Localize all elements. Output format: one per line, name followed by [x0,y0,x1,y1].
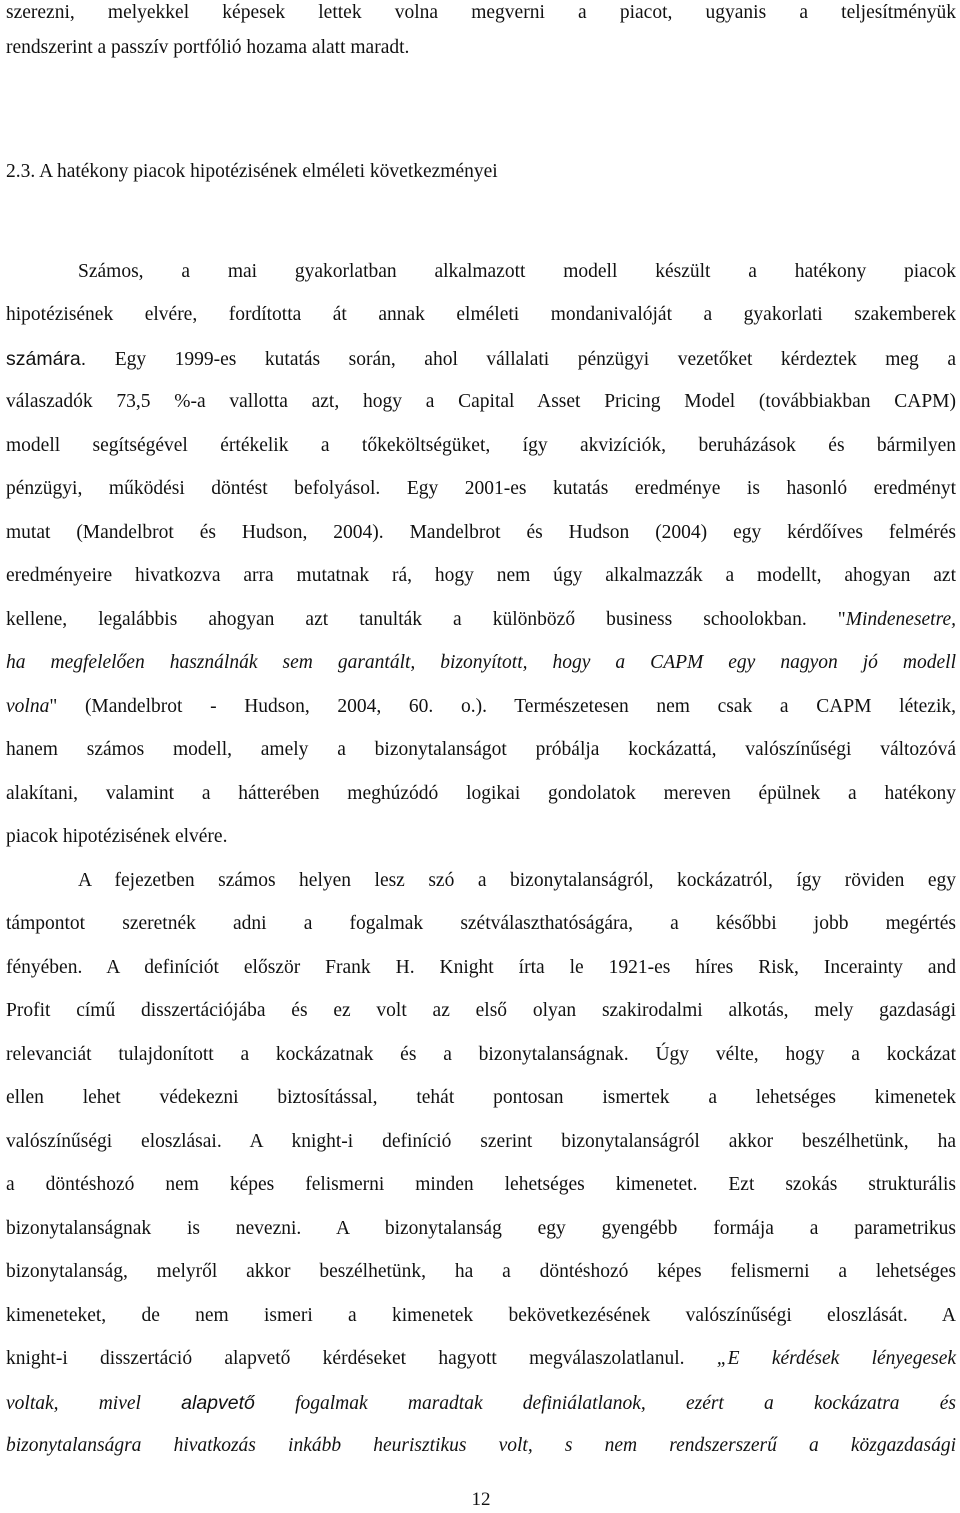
text-line: Számos, a mai gyakorlatban alkalmazott modell készült a hatékony piacok [78,261,956,282]
text-line: pénzügyi, működési döntést befolyásol. Egy 2001-es kutatás eredménye is hasonló eredményt [6,478,956,499]
text-line [6,607,956,633]
quote-text: bizonytalanságra hivatkozás inkább heurisztikus volt, s nem rendszerszerű a közgazdasági [6,1435,956,1456]
text-line [6,694,956,720]
text-line: piacok hipotézisének elvére. [6,826,228,847]
text-line: mutat (Mandelbrot és Hudson, 2004). Mandelbrot és Hudson (2004) egy kérdőíves felmérés [6,522,956,543]
text-line: ellen lehet védekezni biztosítással, tehát pontosan ismertek a lehetséges kimenetek [6,1087,956,1108]
text-span: kellene, legalábbis ahogyan azt tanulták a különböző business schoolokban. " [6,609,846,630]
quote-text: fogalmak maradtak definiálatlanok, ezért a kockázatra és [254,1393,957,1414]
text-line: bizonytalanságnak is nevezni. A bizonytalanság egy gyengébb formája a parametrikus [6,1218,956,1239]
text-line: támpontot szeretnék adni a fogalmak szétválaszthatóságára, a későbbi jobb megértés [6,913,956,934]
section-title: A hatékony piacok hipotézisének elméleti következményei [39,161,498,182]
text-line: alakítani, valamint a hátterében meghúzódó logikai gondolatok mereven épülnek a hatékony [6,783,956,804]
text-line: A fejezetben számos helyen lesz szó a bizonytalanságról, kockázatról, így röviden egy [78,870,956,891]
quote-line [6,1433,956,1459]
quote-text: alapvető [181,1392,255,1414]
text-line: kimeneteket, de nem ismeri a kimenetek bekövetkezésének valószínűségi eloszlását. A [6,1305,956,1326]
text-span: számára. [6,348,87,370]
text-line: valószínűségi eloszlásai. A knight-i definíció szerint bizonytalanságról akkor beszélhetünk, ha [6,1131,956,1152]
text-line: eredményeire hivatkozva arra mutatnak rá, hogy nem úgy alkalmazzák a modellt, ahogyan azt [6,565,956,586]
text-line: rendszerint a passzív portfólió hozama alatt maradt. [6,37,410,58]
text-line: hanem számos modell, amely a bizonytalanságot próbálja kockázattá, valószínűségi változóvá [6,739,956,760]
text-line: hipotézisének elvére, fordította át annak elméleti mondanivalóját a gyakorlati szakemberek [6,304,956,325]
text-line: a döntéshozó nem képes felismerni minden lehetséges kimenetet. Ezt szokás strukturális [6,1174,956,1195]
quote-text: „E kérdések lényegesek [716,1348,957,1369]
quote-line [6,1390,956,1417]
text-line: bizonytalanság, melyről akkor beszélhetünk, ha a döntéshozó képes felismerni a lehetséges [6,1261,956,1282]
text-line: modell segítségével értékelik a tőkeköltségüket, így akvizíciók, beruházások és bármilyen [6,435,956,456]
quote-line [6,650,956,676]
text-line: Profit című disszertációjába és ez volt az első olyan szakirodalmi alkotás, mely gazdasági [6,1000,956,1021]
quote-text: volna [6,696,50,717]
document-page [6,0,956,1513]
text-line: relevanciát tulajdonított a kockázatnak és a bizonytalanságnak. Úgy vélte, hogy a kockázat [6,1044,956,1065]
quote-text: ha megfelelően használnák sem garantált, bizonyított, hogy a CAPM egy nagyon jó modell [6,652,956,673]
text-span: Egy 1999-es kutatás során, ahol vállalati pénzügyi vezetőket kérdeztek meg a [86,349,956,370]
section-number: 2.3. [6,161,36,182]
text-span: " (Mandelbrot - Hudson, 2004, 60. o.). Természetesen nem csak a CAPM létezik, [49,696,956,717]
text-span: knight-i disszertáció alapvető kérdéseket hagyott megválaszolatlanul. [6,1348,717,1369]
text-line: fényében. A definíciót először Frank H. Knight írta le 1921-es híres Risk, Incerainty and [6,957,956,978]
text-line [6,1346,956,1372]
text-line: válaszadók 73,5 %-a vallotta azt, hogy a Capital Asset Pricing Model (továbbiakban CAPM) [6,391,956,412]
section-heading [6,159,498,185]
text-line: szerezni, melyekkel képesek lettek volna megverni a piacot, ugyanis a teljesítményük [6,2,956,23]
page-number: 12 [471,1489,491,1510]
text-line [6,346,956,373]
quote-text: Mindenesetre, [845,609,956,630]
quote-text: voltak, mivel [6,1393,182,1414]
